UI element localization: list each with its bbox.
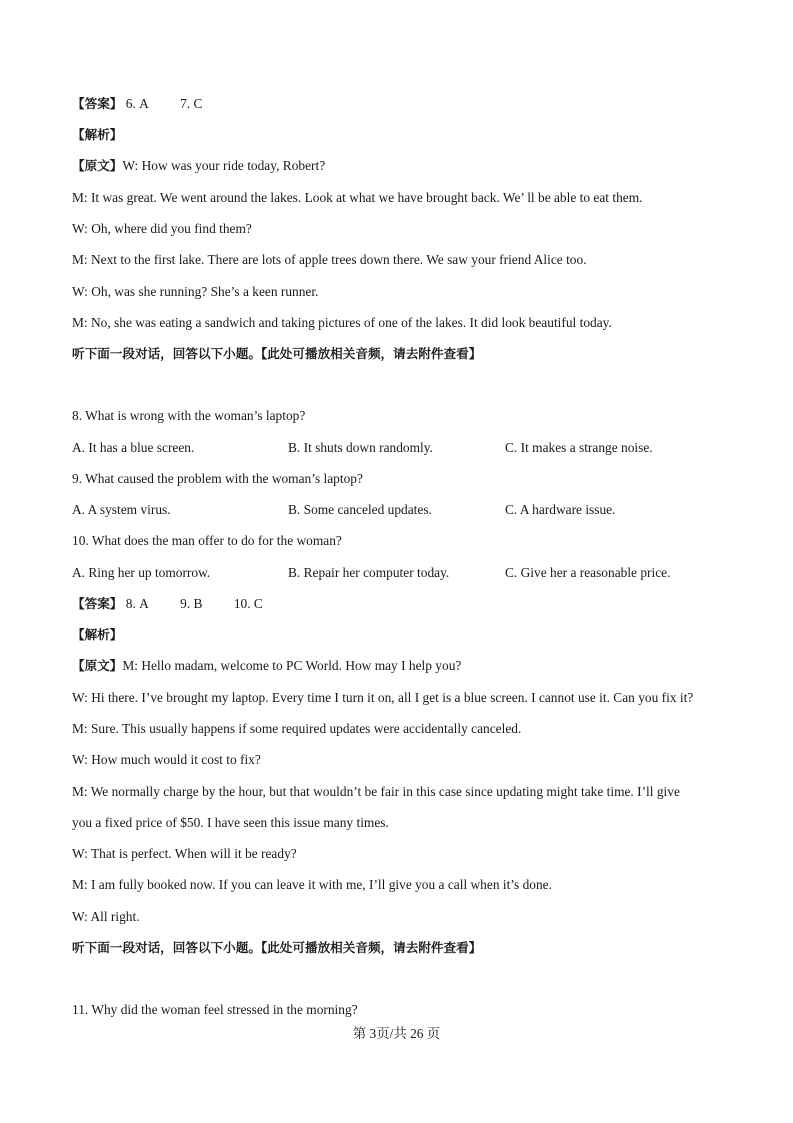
option-c: C. A hardware issue. xyxy=(505,502,616,517)
option-a: A. Ring her up tomorrow. xyxy=(72,565,211,580)
question-stem: 8. What is wrong with the woman’s laptop? xyxy=(72,408,306,423)
answer-item: 7. C xyxy=(180,96,203,111)
answer-label: 【答案】 xyxy=(72,596,123,611)
transcript-text: M: Hello madam, welcome to PC World. How may I help you? xyxy=(122,658,462,673)
transcript-text: W: How was your ride today, Robert? xyxy=(122,158,326,173)
option-c: C. Give her a reasonable price. xyxy=(505,565,671,580)
original-text-label: 【原文】 xyxy=(72,158,123,173)
transcript-line: W: Oh, where did you find them? xyxy=(72,221,252,236)
option-b: B. Some canceled updates. xyxy=(288,502,432,517)
transcript-line: M: It was great. We went around the lakes. Look at what we have brought back. We’ ll be able to eat them. xyxy=(72,190,643,205)
answer-line-1 xyxy=(72,96,202,112)
answer-item: 9. B xyxy=(180,596,203,611)
analysis-label-text: 【解析】 xyxy=(72,127,123,142)
analysis-label-text: 【解析】 xyxy=(72,627,123,642)
answer-item: 6. A xyxy=(125,96,149,111)
option-b: B. Repair her computer today. xyxy=(288,565,450,580)
transcript-line: W: All right. xyxy=(72,909,140,924)
page-footer: 第 3页/共 26 页 xyxy=(352,1026,441,1041)
transcript-line: M: Next to the first lake. There are lots of apple trees down there. We saw your friend Alice too. xyxy=(72,252,587,267)
answer-item: 8. A xyxy=(125,596,149,611)
transcript-line: W: Oh, was she running? She’s a keen runner. xyxy=(72,284,319,299)
transcript-line xyxy=(72,658,461,674)
transcript-line: W: How much would it cost to fix? xyxy=(72,752,261,767)
transcript-line: M: Sure. This usually happens if some required updates were accidentally canceled. xyxy=(72,721,522,736)
analysis-label xyxy=(72,627,122,643)
transcript-line: W: Hi there. I’ve brought my laptop. Every time I turn it on, all I get is a blue screen. I cannot use it. Can you fix it? xyxy=(72,690,694,705)
option-b: B. It shuts down randomly. xyxy=(288,440,433,455)
transcript-line xyxy=(72,158,325,174)
transcript-line: M: We normally charge by the hour, but that wouldn’t be fair in this case since updating might take time. I’ll give xyxy=(72,784,680,799)
original-text-label: 【原文】 xyxy=(72,658,123,673)
transcript-line: M: I am fully booked now. If you can leave it with me, I’ll give you a call when it’s done. xyxy=(72,877,552,892)
listening-instruction: 听下面一段对话，回答以下小题。【此处可播放相关音频，请去附件查看】 xyxy=(72,346,482,361)
transcript-line: you a fixed price of $50. I have seen this issue many times. xyxy=(72,815,389,830)
analysis-label xyxy=(72,127,122,143)
option-c: C. It makes a strange noise. xyxy=(505,440,653,455)
answer-label: 【答案】 xyxy=(72,96,123,111)
question-stem: 11. Why did the woman feel stressed in the morning? xyxy=(72,1002,358,1017)
answer-item: 10. C xyxy=(233,596,263,611)
listening-instruction: 听下面一段对话，回答以下小题。【此处可播放相关音频，请去附件查看】 xyxy=(72,940,482,955)
option-a: A. It has a blue screen. xyxy=(72,440,195,455)
question-stem: 10. What does the man offer to do for the woman? xyxy=(72,533,342,548)
transcript-line: W: That is perfect. When will it be ready? xyxy=(72,846,297,861)
transcript-line: M: No, she was eating a sandwich and taking pictures of one of the lakes. It did look beautiful today. xyxy=(72,315,612,330)
question-stem: 9. What caused the problem with the woman’s laptop? xyxy=(72,471,363,486)
answer-line-2 xyxy=(72,596,263,612)
option-a: A. A system virus. xyxy=(72,502,171,517)
